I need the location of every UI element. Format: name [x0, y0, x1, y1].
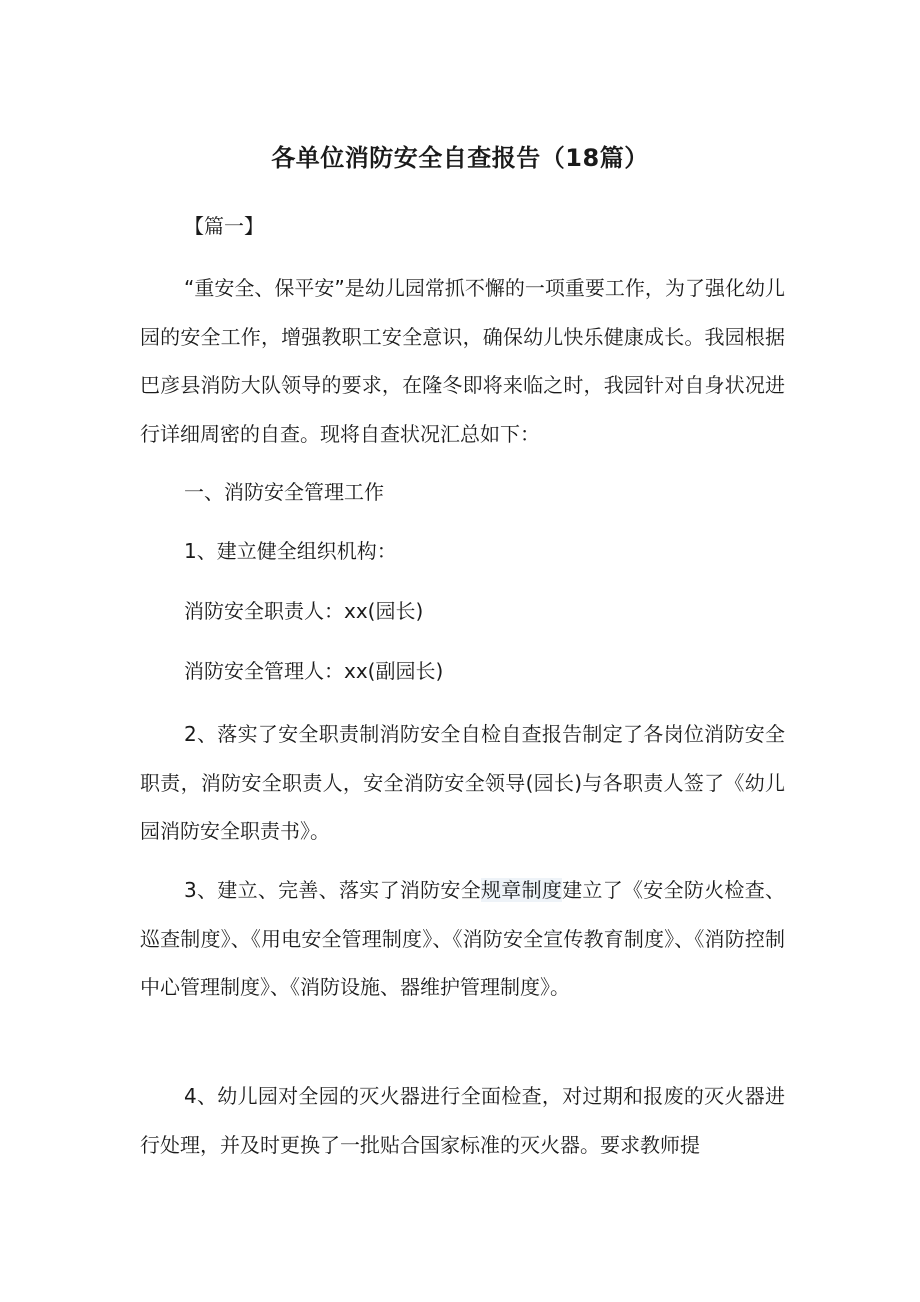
item-1-organization: 1、建立健全组织机构： [184, 539, 397, 563]
heading-fire-safety-management: 一、消防安全管理工作 [184, 480, 384, 504]
section-label: 【篇一】 [184, 214, 264, 238]
item-3-highlight: 规章制度 [481, 878, 563, 902]
item-2-paragraph: 2、落实了安全职责制消防安全自检自查报告制定了各岗位消防安全职责，消防安全职责人，安全消防安全领导(园长)与各职责人签了《幼儿园消防安全职责书》。 [140, 722, 785, 843]
document-title: 各单位消防安全自查报告（18篇） [271, 144, 649, 172]
item-3-text-end: 建立了《安全防火检查、巡查制度》、《用电安全管理制度》、《消防安全宣传教育制度》、《消防控制中心管理制度》、《消防设施、器维护管理制度》。 [140, 878, 785, 999]
item-1-responsible-person: 消防安全职责人：xx(园长) [184, 599, 424, 623]
item-3-text-start: 3、建立、完善、落实了消防安全 [184, 878, 481, 902]
item-3-paragraph [140, 866, 785, 1012]
item-4-paragraph: 4、幼儿园对全园的灭火器进行全面检查，对过期和报废的灭火器进行处理，并及时更换了一批贴合国家标准的灭火器。要求教师提 [140, 1084, 785, 1157]
intro-paragraph: “重安全、保平安”是幼儿园常抓不懈的一项重要工作，为了强化幼儿园的安全工作，增强教职工安全意识，确保幼儿快乐健康成长。我园根据巴彦县消防大队领导的要求，在隆冬即将来临之时，我园针对自身状况进行详细周密的自查。现将自查状况汇总如下： [140, 276, 785, 446]
item-1-manager: 消防安全管理人：xx(副园长) [184, 659, 444, 683]
